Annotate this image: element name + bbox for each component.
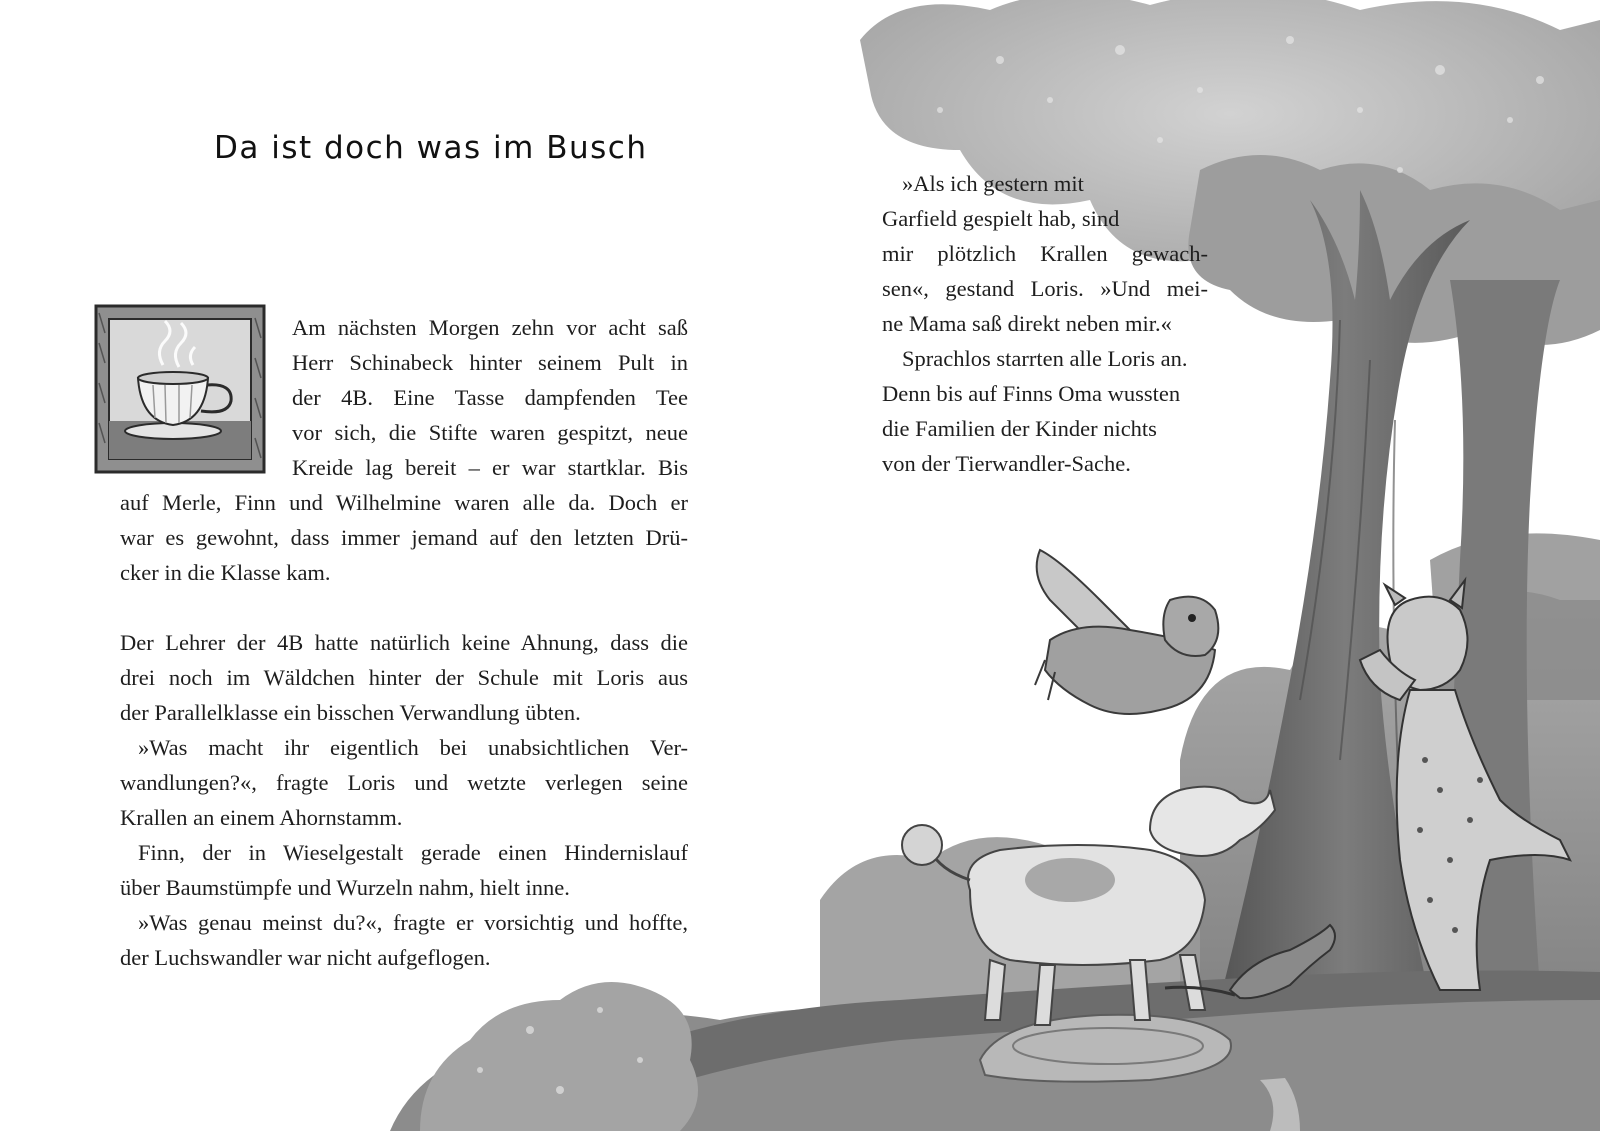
text-line: vor sich, die Stifte waren gespitzt, neue xyxy=(292,420,688,445)
text-line: sen«, gestand Loris. »Und mei- xyxy=(882,276,1208,301)
text-line: war es gewohnt, dass immer jemand auf den letzten Drü- xyxy=(120,525,688,550)
text-line: Am nächsten Morgen zehn vor acht saß xyxy=(292,315,688,340)
text-line: auf Merle, Finn und Wilhelmine waren alle da. Doch er xyxy=(120,490,688,515)
text-line: der Luchswandler war nicht aufgeflogen. xyxy=(120,945,491,970)
teacup-frame-illustration xyxy=(93,303,267,475)
text-line: der Parallelklasse ein bisschen Verwandlung übten. xyxy=(120,700,581,725)
text-line: Sprachlos starrten alle Loris an. xyxy=(902,346,1188,371)
text-line: der 4B. Eine Tasse dampfenden Tee xyxy=(292,385,688,410)
text-line: Garfield gespielt hab, sind xyxy=(882,206,1120,231)
text-line: »Was genau meinst du?«, fragte er vorsichtig und hoffte, xyxy=(138,910,688,935)
text-line: drei noch im Wäldchen hinter der Schule mit Loris aus xyxy=(120,665,688,690)
text-line: cker in die Klasse kam. xyxy=(120,560,331,585)
text-line: Finn, der in Wieselgestalt gerade einen Hindernislauf xyxy=(138,840,688,865)
text-line: wandlungen?«, fragte Loris und wetzte verlegen seine xyxy=(120,770,688,795)
text-line: Der Lehrer der 4B hatte natürlich keine Ahnung, dass die xyxy=(120,630,688,655)
text-line: über Baumstümpfe und Wurzeln nahm, hielt inne. xyxy=(120,875,570,900)
text-line: mir plötzlich Krallen gewach- xyxy=(882,241,1208,266)
bottom-left-bush xyxy=(420,982,698,1131)
text-line: von der Tierwandler-Sache. xyxy=(882,451,1131,476)
text-line: »Als ich gestern mit xyxy=(902,171,1084,196)
text-line: Herr Schinabeck hinter seinem Pult in xyxy=(292,350,688,375)
text-line: ne Mama saß direkt neben mir.« xyxy=(882,311,1172,336)
text-line: Denn bis auf Finns Oma wussten xyxy=(882,381,1181,406)
text-line: »Was macht ihr eigentlich bei unabsichtlichen Ver- xyxy=(138,735,688,760)
owl-drawing xyxy=(1035,550,1218,714)
text-line: die Familien der Kinder nichts xyxy=(882,416,1157,441)
text-line: Krallen an einem Ahornstamm. xyxy=(120,805,403,830)
text-line: Kreide lag bereit – er war startklar. Bis xyxy=(292,455,688,480)
chapter-title: Da ist doch was im Busch xyxy=(214,130,648,166)
